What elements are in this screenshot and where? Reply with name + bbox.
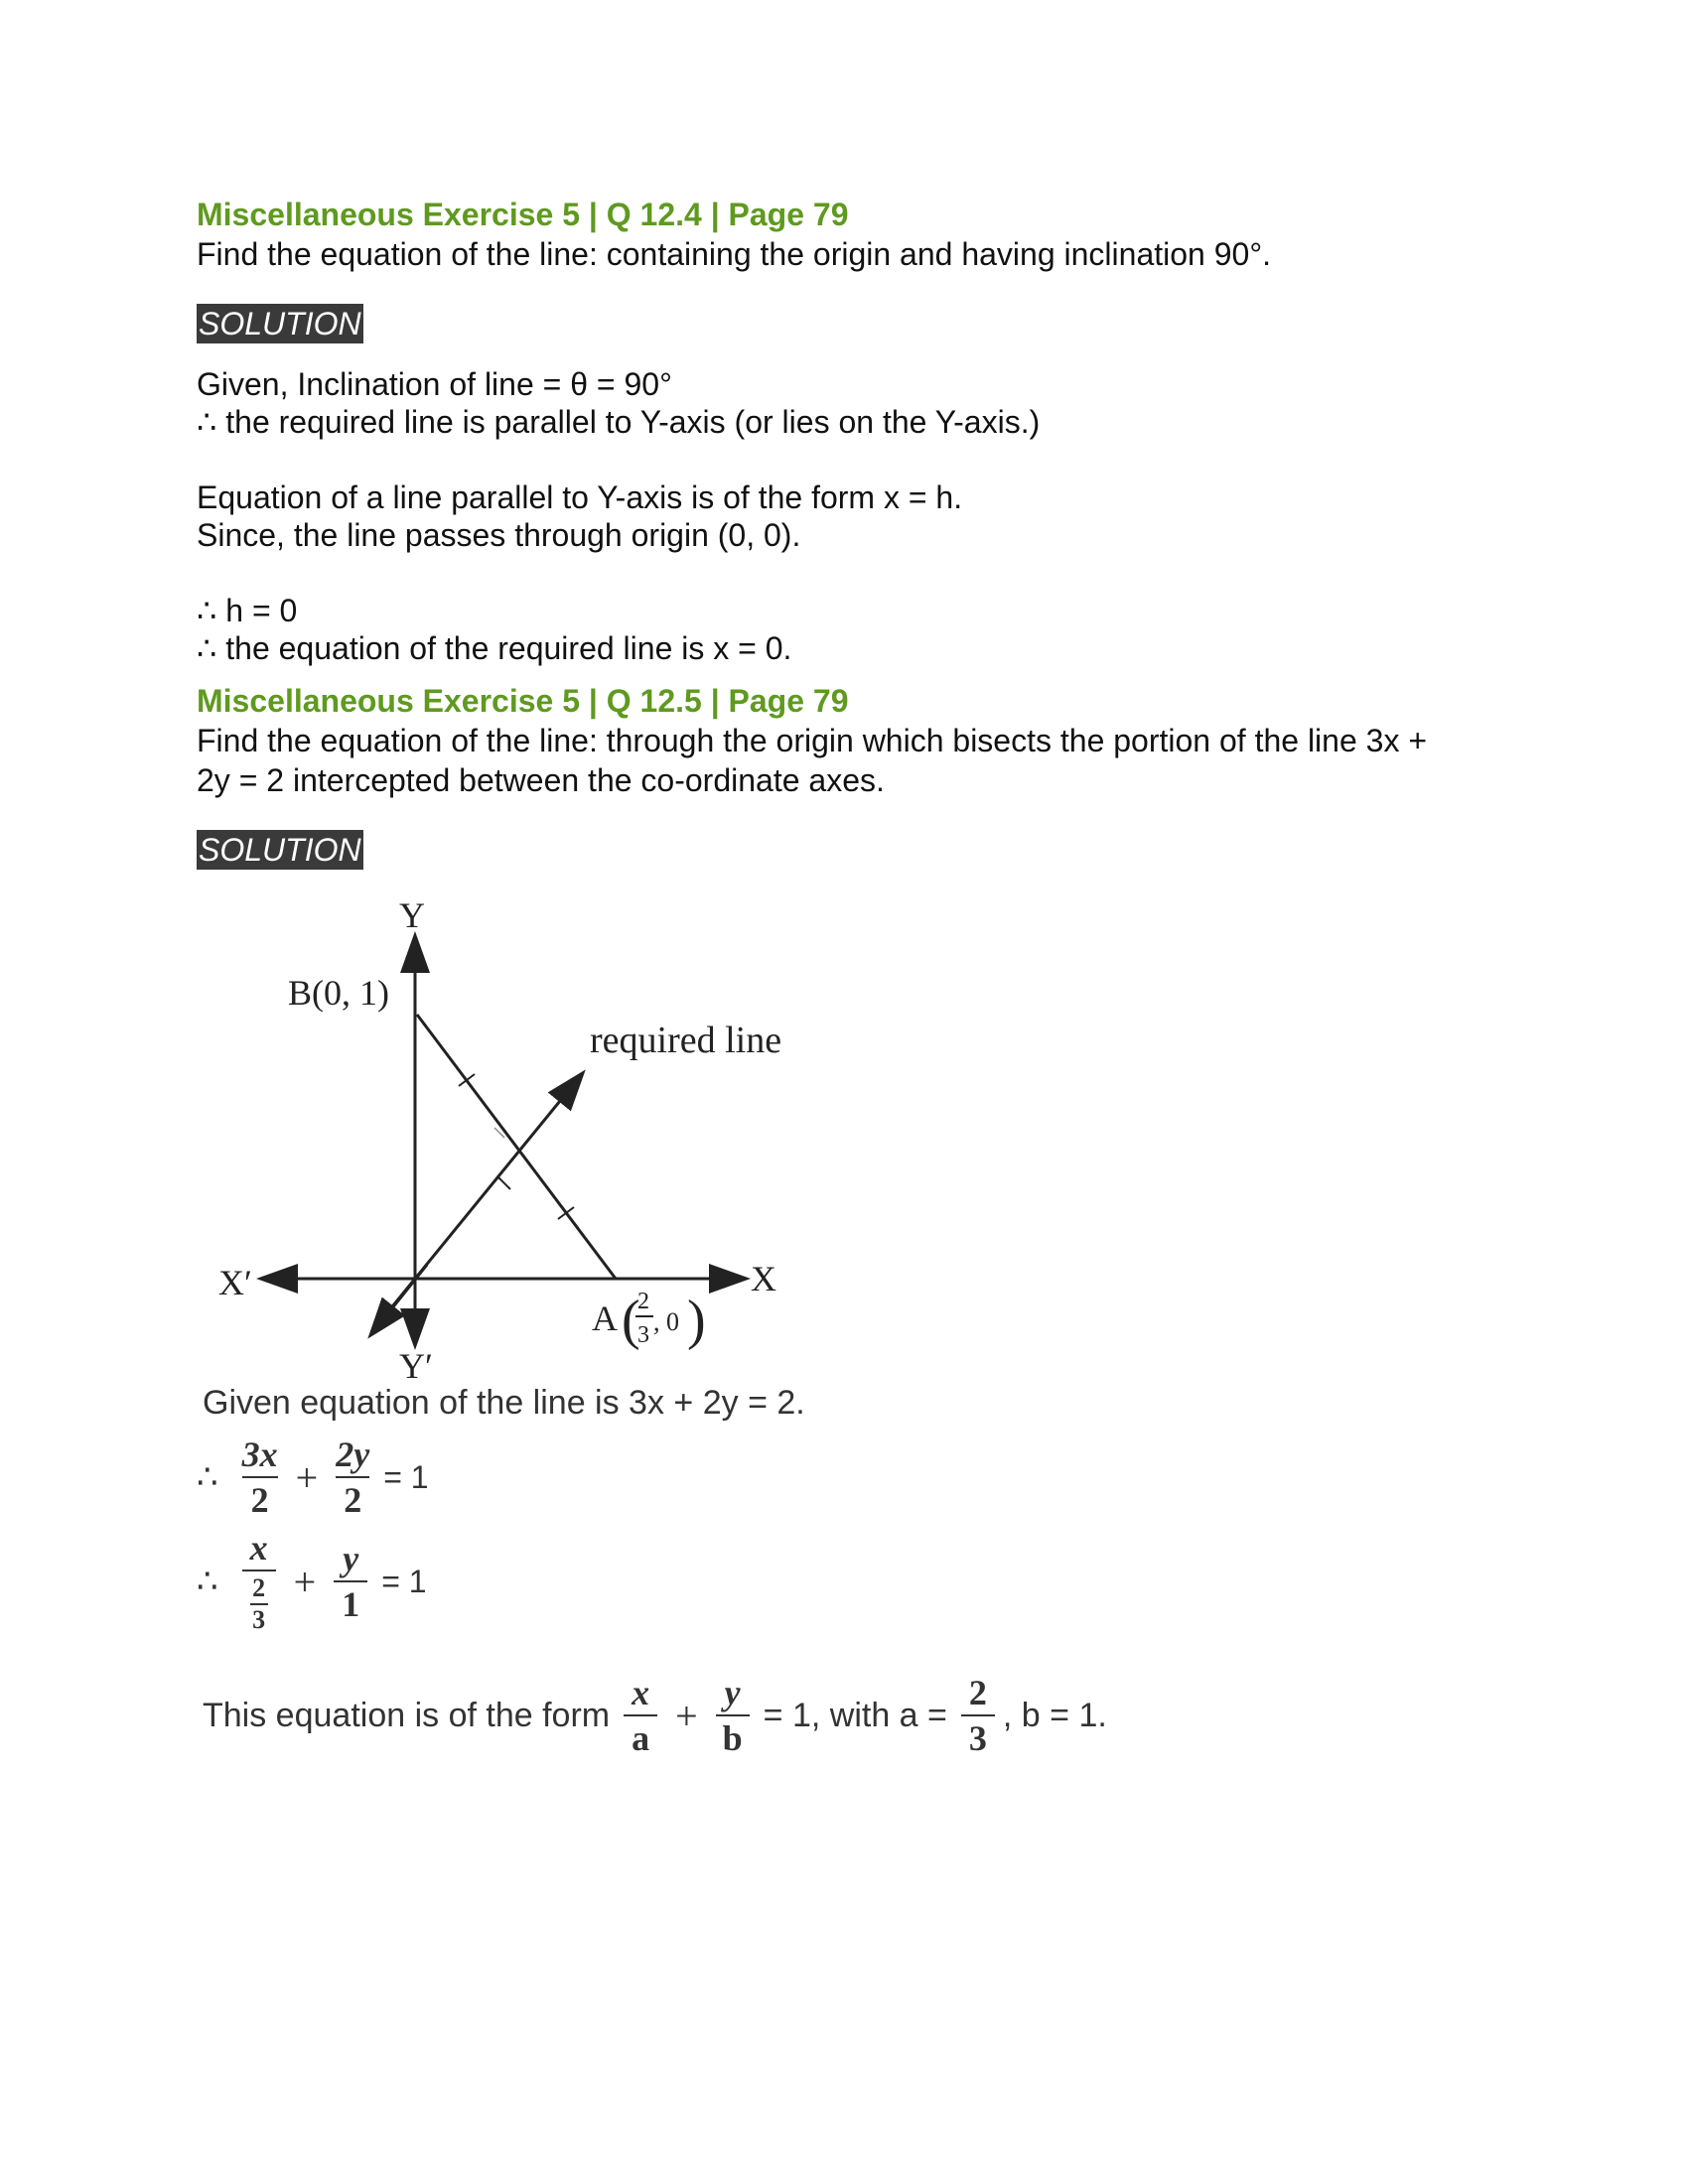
svg-text:): ): [687, 1290, 706, 1351]
therefore-symbol: ∴: [197, 1458, 218, 1496]
y-axis-label: Y: [399, 895, 425, 935]
form-prefix: This equation is of the form: [203, 1696, 611, 1734]
denominator: 3: [252, 1605, 266, 1634]
fraction: [716, 1671, 750, 1760]
svg-text:, 0: , 0: [653, 1307, 679, 1336]
nested-fraction: [250, 1573, 268, 1635]
fraction: [624, 1671, 657, 1760]
tick-mark: [558, 1207, 574, 1219]
solution-line: Given, Inclination of line = θ = 90°: [197, 366, 672, 402]
tick-mark: [459, 1074, 475, 1086]
fraction: [961, 1671, 995, 1760]
x-neg-label: X′: [218, 1263, 252, 1302]
given-equation: Given equation of the line is 3x + 2y = 2.: [203, 1384, 805, 1422]
denominator: b: [722, 1718, 743, 1758]
fraction: [334, 1537, 367, 1626]
form-suffix: , b = 1.: [1002, 1696, 1107, 1734]
point-a-label: [592, 1289, 706, 1351]
intercept-form-statement: [197, 1656, 1507, 1775]
form-mid: = 1, with a =: [763, 1696, 947, 1734]
numerator: 3x: [241, 1434, 278, 1474]
solution-badge-12-5: SOLUTION: [199, 832, 361, 868]
numerator: y: [343, 1539, 359, 1578]
solution-line: Equation of a line parallel to Y-axis is of the form x = h.: [197, 479, 963, 515]
x-axis-label: X: [751, 1259, 776, 1298]
intercept-diagram: [197, 878, 832, 1384]
numerator: 2y: [336, 1434, 370, 1474]
rhs: = 1: [381, 1563, 427, 1599]
denominator: a: [632, 1718, 650, 1758]
required-line-label: required line: [590, 1020, 782, 1061]
question-text-12-4: Find the equation of the line: containing the origin and having inclination 90°.: [197, 236, 1271, 272]
plus-sign: +: [295, 1454, 319, 1500]
fraction: [242, 1526, 276, 1637]
question-heading-12-5: Miscellaneous Exercise 5 | Q 12.5 | Page 79: [197, 683, 849, 719]
fraction: [336, 1433, 369, 1522]
point-b-label: B(0, 1): [288, 973, 389, 1013]
svg-text:A: A: [592, 1298, 618, 1338]
numerator: x: [632, 1673, 650, 1712]
solution-line: ∴ the required line is parallel to Y-axis (or lies on the Y-axis.): [197, 404, 1041, 440]
required-line-back: [371, 1265, 427, 1334]
question-text-12-5-cont: 2y = 2 intercepted between the co-ordinate axes.: [197, 762, 885, 798]
svg-text:3: 3: [637, 1322, 649, 1348]
solution-line: ∴ h = 0: [197, 593, 298, 628]
therefore-symbol: ∴: [197, 1563, 218, 1600]
numerator: 2: [252, 1573, 266, 1602]
equation-intercept-step2: [197, 1527, 1507, 1636]
document-page: [197, 195, 1507, 1775]
denominator: 2: [344, 1480, 362, 1520]
denominator: 2: [250, 1480, 269, 1520]
solution-math: [197, 1384, 1507, 1775]
svg-text:(: (: [622, 1290, 640, 1351]
question-heading-12-4: Miscellaneous Exercise 5 | Q 12.4 | Page 79: [197, 197, 849, 232]
question-text-12-5: Find the equation of the line: through the origin which bisects the portion of the line 3x +: [197, 723, 1428, 758]
fraction: [242, 1433, 278, 1522]
tick-mark: [498, 1177, 510, 1189]
plus-sign: +: [293, 1559, 317, 1604]
numerator: y: [724, 1673, 741, 1712]
rhs: = 1: [383, 1458, 429, 1495]
plus-sign: +: [675, 1693, 698, 1738]
denominator: 1: [342, 1584, 360, 1624]
denominator: 3: [968, 1718, 987, 1758]
solution-badge-12-4: SOLUTION: [199, 306, 361, 341]
svg-text:2: 2: [637, 1289, 649, 1314]
y-neg-label: Y′: [399, 1346, 433, 1384]
numerator: x: [249, 1528, 268, 1568]
numerator: 2: [968, 1673, 987, 1712]
solution-line: Since, the line passes through origin (0, 0).: [197, 517, 801, 553]
solution-line: ∴ the equation of the required line is x = 0.: [197, 630, 792, 666]
equation-intercept-step1: [197, 1428, 1507, 1527]
